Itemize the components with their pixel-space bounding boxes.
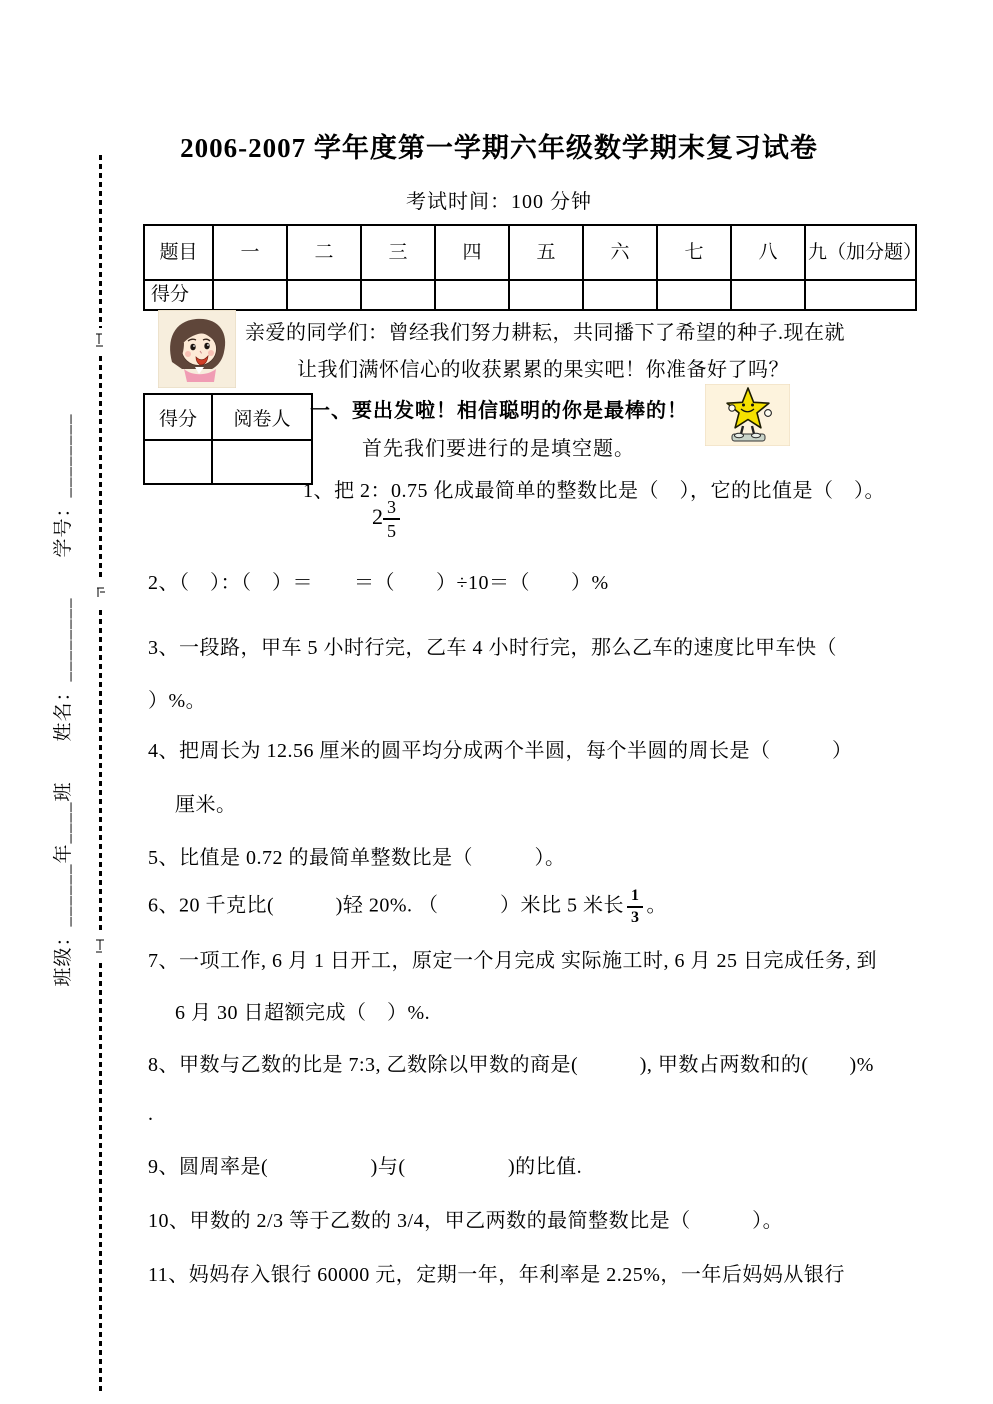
section-one-heading: 一、要出发啦！相信聪明的你是最棒的！: [310, 400, 688, 422]
question-6: [148, 888, 667, 926]
seal-line-mark: [93, 936, 107, 956]
seal-line-mark: [93, 331, 107, 351]
fraction-denominator: 5: [387, 521, 396, 541]
question-3-line-1: 3、一段路，甲车 5 小时行完，乙车 4 小时行完，那么乙车的速度比甲车快（: [148, 637, 837, 659]
fraction-whole: 2: [372, 504, 383, 530]
score-cell: [213, 280, 287, 310]
question-2: 2、（ ）：（ ）＝ ＝（ ）÷10＝（ ）%: [148, 572, 609, 594]
question-10: 10、甲数的 2/3 等于乙数的 3/4，甲乙两数的最简整数比是（ ）。: [148, 1210, 784, 1232]
student-info-fields: 班级：______年____班 姓名：________ 学号：________: [53, 413, 74, 987]
page-title: 2006-2007 学年度第一学期六年级数学期末复习试卷: [180, 133, 818, 163]
score-table-header: 四: [435, 225, 509, 280]
star-cartoon-image: [705, 384, 790, 446]
score-table-header: 二: [287, 225, 361, 280]
score-cell: [805, 280, 916, 310]
seal-line-segment: [99, 155, 102, 328]
question-7-line-1: 7、一项工作, 6 月 1 日开工，原定一个月完成 实际施工时, 6 月 25 日完成任务, 到: [148, 950, 877, 972]
question-6-fraction: [627, 888, 644, 926]
score-table-header: 一: [213, 225, 287, 280]
intro-line-2: 让我们满怀信心的收获累累的果实吧！你准备好了吗？: [297, 359, 789, 381]
score-cell: [435, 280, 509, 310]
exam-time-label: 考试时间：100 分钟: [406, 191, 592, 213]
question-8-line-1: 8、甲数与乙数的比是 7:3, 乙数除以甲数的商是( ), 甲数占两数和的( )%: [148, 1054, 874, 1076]
question-11: 11、妈妈存入银行 60000 元，定期一年，年利率是 2.25%，一年后妈妈从银行: [148, 1264, 845, 1286]
question-3-line-2: ）%。: [148, 690, 207, 712]
grader-table: [143, 393, 313, 485]
question-1: 1、把 2：0.75 化成最简单的整数比是（ ），它的比值是（ ）。: [303, 480, 885, 502]
score-cell: [731, 280, 805, 310]
score-summary-table: [143, 224, 923, 311]
question-4-line-2: 厘米。: [175, 794, 237, 816]
score-row-label: 得分: [144, 280, 213, 310]
intro-line-1: 亲爱的同学们：曾经我们努力耕耘，共同播下了希望的种子.现在就: [245, 322, 845, 344]
question-8-line-2: .: [148, 1103, 154, 1125]
question-9: 9、圆周率是( )与( )的比值.: [148, 1156, 583, 1178]
seal-line-segment: [99, 356, 102, 580]
score-table-header: 八: [731, 225, 805, 280]
question-6-text: 6、20 千克比( )轻 20%. （ ）米比 5 米长: [148, 894, 624, 917]
score-cell: [657, 280, 731, 310]
grader-score-label: 得分: [144, 394, 212, 440]
seal-line-segment: [99, 963, 102, 1393]
section-one-subheading: 首先我们要进行的是填空题。: [362, 438, 635, 460]
score-table-header: 三: [361, 225, 435, 280]
score-table-header: 五: [509, 225, 583, 280]
grader-label: 阅卷人: [212, 394, 312, 440]
score-table-header: 九（加分题）: [805, 225, 916, 280]
seal-line-segment: [99, 610, 102, 932]
question-4-line-1: 4、把周长为 12.56 厘米的圆平均分成两个半圆，每个半圆的周长是（ ）: [148, 740, 853, 762]
score-table-header: 六: [583, 225, 657, 280]
score-table-header: 题目: [144, 225, 213, 280]
score-cell: [583, 280, 657, 310]
seal-line-mark: [93, 584, 107, 604]
score-cell: [361, 280, 435, 310]
question-5: 5、比值是 0.72 的最简单整数比是（ ）。: [148, 847, 566, 869]
grader-score-cell: [144, 440, 212, 484]
score-cell: [287, 280, 361, 310]
girl-cartoon-image: [158, 310, 236, 388]
score-cell: [509, 280, 583, 310]
score-table-header: 七: [657, 225, 731, 280]
fraction-numerator: 3: [383, 498, 400, 520]
question-7-line-2: 6 月 30 日超额完成（ ）%.: [175, 1002, 431, 1024]
question-1-fraction: [372, 498, 400, 540]
fraction-numerator: 1: [627, 888, 644, 908]
grader-cell: [212, 440, 312, 484]
question-6-suffix: 。: [646, 894, 667, 917]
fraction-denominator: 3: [630, 909, 640, 926]
